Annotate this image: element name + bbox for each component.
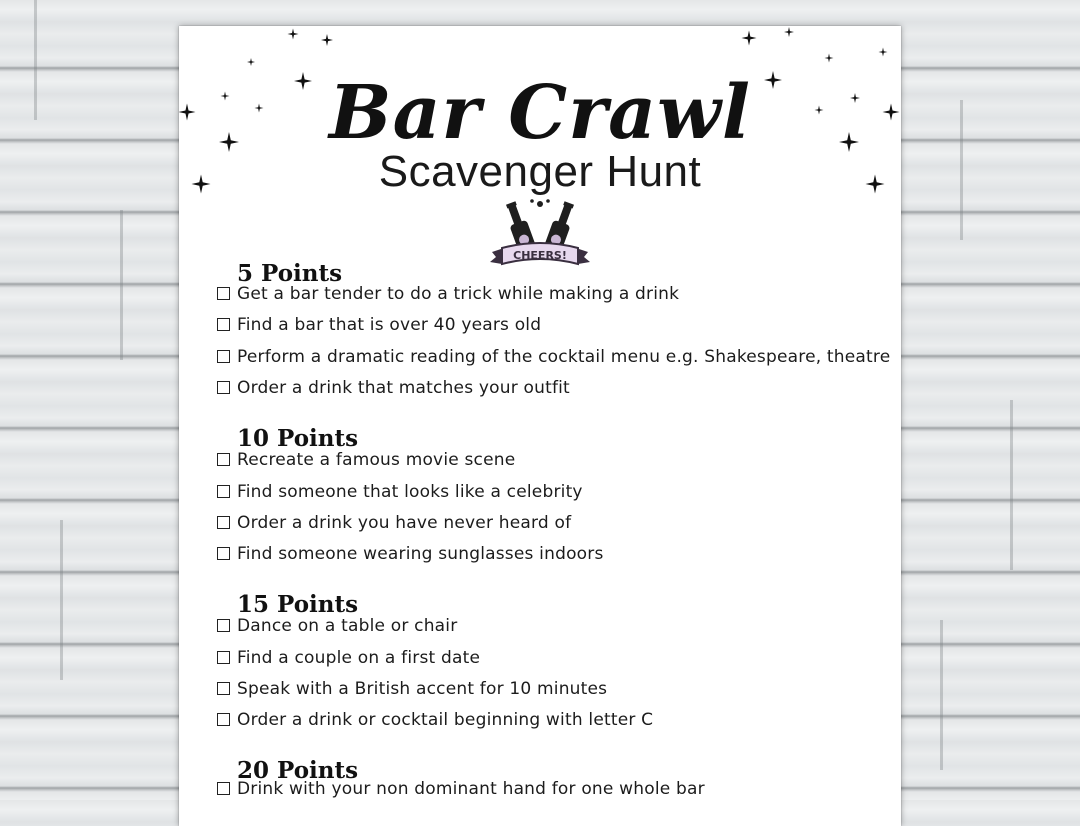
checklist-item-label: Get a bar tender to do a trick while making a drink bbox=[237, 284, 680, 304]
checklist-item-label: Perform a dramatic reading of the cocktail menu e.g. Shakespeare, theatre bbox=[237, 347, 891, 367]
checkbox[interactable] bbox=[217, 287, 230, 300]
checkbox[interactable] bbox=[217, 318, 230, 331]
star-icon bbox=[825, 54, 834, 63]
checklist-item-label: Recreate a famous movie scene bbox=[237, 450, 516, 470]
star-icon bbox=[321, 34, 333, 46]
star-icon bbox=[784, 27, 794, 37]
checkbox[interactable] bbox=[217, 453, 230, 466]
checklist-item-label: Find someone that looks like a celebrity bbox=[237, 482, 583, 502]
checkbox[interactable] bbox=[217, 485, 230, 498]
checklist-item-label: Find a bar that is over 40 years old bbox=[237, 315, 542, 335]
section-heading: 20 Points bbox=[237, 757, 359, 784]
wood-board-seam bbox=[1010, 400, 1013, 570]
page-title: Bar Crawl bbox=[329, 70, 751, 156]
page-subtitle: Scavenger Hunt bbox=[378, 147, 702, 196]
toasting-bottles-icon bbox=[488, 198, 592, 274]
checklist-item-label: Speak with a British accent for 10 minutes bbox=[237, 679, 608, 699]
checkbox[interactable] bbox=[217, 547, 230, 560]
checkbox[interactable] bbox=[217, 782, 230, 795]
checkbox[interactable] bbox=[217, 516, 230, 529]
checklist-item-label: Order a drink that matches your outfit bbox=[237, 378, 570, 398]
checklist-item-label: Order a drink or cocktail beginning with letter C bbox=[237, 710, 654, 730]
star-icon bbox=[288, 29, 299, 40]
checklist-item-label: Find a couple on a first date bbox=[237, 648, 481, 668]
checkbox[interactable] bbox=[217, 713, 230, 726]
wood-board-seam bbox=[120, 210, 123, 360]
section-heading: 10 Points bbox=[237, 425, 359, 452]
wood-board-seam bbox=[60, 520, 63, 680]
wood-board-seam bbox=[34, 0, 37, 120]
star-icon bbox=[879, 48, 888, 57]
section-heading: 15 Points bbox=[237, 591, 359, 618]
star-icon bbox=[247, 58, 255, 66]
checklist-item-label: Find someone wearing sunglasses indoors bbox=[237, 544, 604, 564]
checklist-item-label: Order a drink you have never heard of bbox=[237, 513, 572, 533]
checkbox[interactable] bbox=[217, 381, 230, 394]
wood-board-seam bbox=[940, 620, 943, 770]
checkbox[interactable] bbox=[217, 682, 230, 695]
logo-text: CHEERS! bbox=[513, 249, 567, 262]
printable-sheet bbox=[179, 26, 901, 826]
wood-board-seam bbox=[960, 100, 963, 240]
checkbox[interactable] bbox=[217, 350, 230, 363]
checklist-item-label: Dance on a table or chair bbox=[237, 616, 458, 636]
checklist-item-label: Drink with your non dominant hand for one whole bar bbox=[237, 779, 705, 799]
checkbox[interactable] bbox=[217, 651, 230, 664]
checkbox[interactable] bbox=[217, 619, 230, 632]
section-heading: 5 Points bbox=[237, 260, 343, 287]
star-icon bbox=[742, 31, 757, 46]
